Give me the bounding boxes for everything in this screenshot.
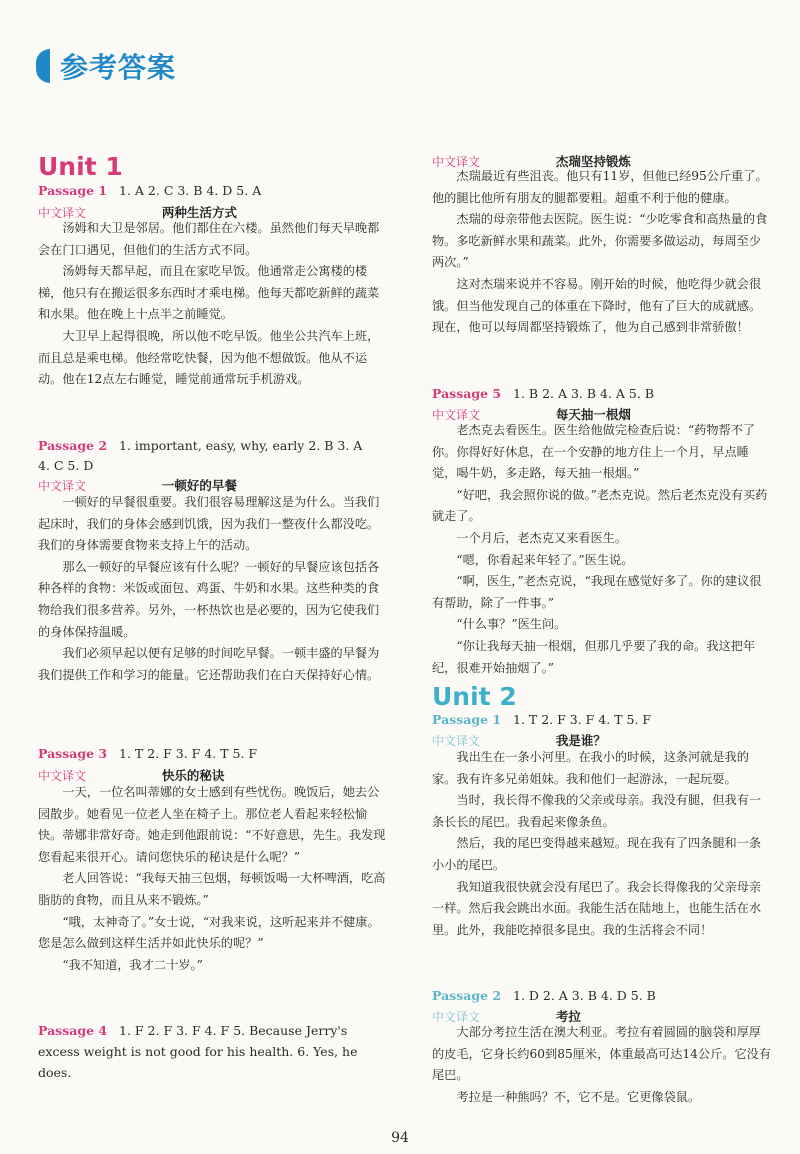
paragraph: 然后，我的尾巴变得越来越短。现在我有了四条腿和一条小小的尾巴。 bbox=[432, 836, 762, 872]
paragraph: 一天，一位名叫蒂娜的女士感到有些忧伤。晚饭后，她去公园散步。她看见一位老人坐在椅子上。那位老人看起来轻松愉快。蒂娜非常好奇。她走到他跟前说：“不好意思，先生。我发现您看起来很开心。请问您快乐的秘诀是什么呢？” bbox=[38, 785, 386, 864]
passage-label: Passage 5 bbox=[432, 386, 502, 401]
translation-text bbox=[432, 420, 772, 679]
paragraph: 一个月后，老杰克又来看医生。 bbox=[456, 530, 628, 545]
paragraph: 我出生在一条小河里。在我小的时候，这条河就是我的家。我有许多兄弟姐妹。我和他们一起游泳，一起玩耍。 bbox=[432, 750, 749, 786]
translation-label: 中文译文 bbox=[432, 408, 481, 422]
paragraph: 大卫早上起得很晚，所以他不吃早饭。他坐公共汽车上班，而且总是乘电梯。他经常吃快餐，因为他不想做饭。他从不运动。他在12点左右睡觉，睡觉前通常玩手机游戏。 bbox=[38, 328, 380, 387]
paragraph: 当时，我长得不像我的父亲或母亲。我没有腿，但我有一条长长的尾巴。我看起来像条鱼。 bbox=[432, 793, 762, 829]
passage-2-answers bbox=[38, 438, 362, 453]
translation-title: 杰瑞坚持锻炼 bbox=[555, 154, 631, 169]
header-tab-marker bbox=[36, 49, 50, 83]
paragraph: 杰瑞的母亲带他去医院。医生说：“少吃零食和高热量的食物。多吃新鲜水果和蔬菜。此外，你需要多做运动，每周至少两次。” bbox=[432, 212, 768, 270]
translation-label: 中文译文 bbox=[38, 769, 87, 783]
paragraph: “好吧，我会照你说的做。”老杰克说。然后老杰克没有买药就走了。 bbox=[432, 487, 768, 524]
unit-1-heading: Unit 1 bbox=[38, 152, 123, 181]
paragraph: 老杰克去看医生。医生给他做完检查后说：“药物帮不了你。你得好好休息，在一个安静的地方住上一个月，早点睡觉，喝牛奶，多走路，每天抽一根烟。” bbox=[432, 423, 756, 481]
paragraph: 一顿好的早餐很重要。我们很容易理解这是为什么。当我们起床时，我们的身体会感到饥饿，因为我们一整夜什么都没吃。我们的身体需要食物来支持上午的活动。 bbox=[38, 495, 380, 553]
translation-label: 中文译文 bbox=[38, 479, 87, 493]
paragraph: 汤姆和大卫是邻居。他们都住在六楼。虽然他们每天早晚都会在门口遇见，但他们的生活方式不同。 bbox=[38, 221, 380, 257]
translation-text bbox=[432, 166, 772, 339]
unit2-passage-1-answers bbox=[432, 712, 651, 727]
unit-2-heading: Unit 2 bbox=[432, 682, 517, 711]
translation-title: 每天抽一根烟 bbox=[555, 407, 631, 422]
translation-text bbox=[38, 218, 388, 391]
passage-label: Passage 2 bbox=[432, 988, 502, 1003]
answer-key: 1. T 2. F 3. F 4. T 5. F bbox=[119, 746, 258, 761]
translation-title: 两种生活方式 bbox=[161, 205, 237, 220]
paragraph: 我知道我很快就会没有尾巴了。我会长得像我的父亲母亲一样。然后我会跳出水面。我能生活在陆地上，也能生活在水里。此外，我能吃掉很多昆虫。我的生活将会不同！ bbox=[432, 879, 762, 937]
paragraph: 老人回答说：“我每天抽三包烟，每顿饭喝一大杯啤酒，吃高脂肪的食物，而且从来不锻炼。” bbox=[38, 871, 386, 907]
section-header bbox=[36, 46, 176, 86]
paragraph: “什么事？”医生问。 bbox=[456, 617, 567, 632]
page-number: 94 bbox=[391, 1130, 409, 1146]
answer-key: 1. F 2. F 3. F 4. F 5. Because Jerry's excess weight is not good for his health. 6. Yes, he does. bbox=[38, 1023, 358, 1080]
unit2-passage-2-answers bbox=[432, 988, 656, 1003]
answer-key: 1. A 2. C 3. B 4. D 5. A bbox=[119, 183, 262, 198]
page-title: 参考答案 bbox=[60, 51, 177, 84]
answer-key: 1. D 2. A 3. B 4. D 5. B bbox=[513, 988, 656, 1003]
paragraph: 杰瑞最近有些沮丧。他只有11岁，但他已经95公斤重了。他的腿比他所有朋友的腿都要粗。超重不利于他的健康。 bbox=[432, 169, 768, 205]
passage-label: Passage 1 bbox=[432, 712, 502, 727]
paragraph: 那么一顿好的早餐应该有什么呢？一顿好的早餐应该包括各种各样的食物：米饭或面包、鸡蛋、牛奶和水果。这些种类的食物给我们很多营养。另外，一杯热饮也是必要的，因为它使我们的身体保持温暖。 bbox=[38, 559, 380, 639]
paragraph: 我们必须早起以便有足够的时间吃早餐。一顿丰盛的早餐为我们提供工作和学习的能量。它还帮助我们在白天保持好心情。 bbox=[38, 646, 380, 682]
paragraph: 考拉是一种熊吗？不，它不是。它更像袋鼠。 bbox=[456, 1089, 701, 1104]
translation-title: 一顿好的早餐 bbox=[161, 478, 237, 493]
translation-text bbox=[432, 747, 772, 941]
translation-label: 中文译文 bbox=[432, 734, 481, 748]
translation-text bbox=[38, 782, 388, 976]
passage-3-answers bbox=[38, 746, 257, 761]
paragraph: 大部分考拉生活在澳大利亚。考拉有着圆圆的脑袋和厚厚的皮毛，它身长约60到85厘米，体重最高可达14公斤。它没有尾巴。 bbox=[432, 1025, 772, 1083]
passage-label: Passage 2 bbox=[38, 438, 108, 453]
translation-title: 考拉 bbox=[555, 1009, 581, 1024]
answer-key: 1. T 2. F 3. F 4. T 5. F bbox=[513, 712, 652, 727]
passage-label: Passage 3 bbox=[38, 746, 108, 761]
passage-5-answers bbox=[432, 386, 654, 401]
answer-key: 1. important, easy, why, early 2. B 3. A bbox=[119, 438, 363, 453]
translation-text bbox=[432, 1022, 772, 1108]
paragraph: “嗯，你看起来年轻了。”医生说。 bbox=[456, 552, 634, 567]
passage-label: Passage 4 bbox=[38, 1023, 108, 1038]
paragraph: “我不知道，我才二十岁。” bbox=[62, 957, 203, 972]
translation-title: 我是谁？ bbox=[555, 733, 606, 748]
translation-label: 中文译文 bbox=[38, 206, 87, 220]
passage-1-answers bbox=[38, 183, 261, 198]
paragraph: 汤姆每天都早起，而且在家吃早饭。他通常走公寓楼的楼梯，他只有在搬运很多东西时才乘电梯。他每天都吃新鲜的蔬菜和水果。他在晚上十点半之前睡觉。 bbox=[38, 264, 380, 322]
paragraph: “你让我每天抽一根烟，但那几乎要了我的命。我这把年纪，很难开始抽烟了。” bbox=[432, 638, 756, 675]
passage-4-answers bbox=[38, 1020, 388, 1083]
translation-label: 中文译文 bbox=[432, 1010, 481, 1024]
answer-key: 1. B 2. A 3. B 4. A 5. B bbox=[513, 386, 655, 401]
passage-2-answers-cont bbox=[38, 458, 93, 473]
paragraph: “啊，医生，”老杰克说，“我现在感觉好多了。你的建议很有帮助，除了一件事。” bbox=[432, 574, 762, 610]
passage-label: Passage 1 bbox=[38, 183, 108, 198]
translation-text bbox=[38, 492, 388, 686]
translation-title: 快乐的秘诀 bbox=[161, 768, 225, 783]
paragraph: 这对杰瑞来说并不容易。刚开始的时候，他吃得少就会很饿。但当他发现自己的体重在下降时，他有了巨大的成就感。现在，他可以每周都坚持锻炼了，他为自己感到非常骄傲！ bbox=[432, 276, 762, 335]
paragraph: “哦，太神奇了。”女士说，“对我来说，这听起来并不健康。您是怎么做到这样生活并如此快乐的呢？” bbox=[38, 914, 380, 951]
translation-label: 中文译文 bbox=[432, 155, 481, 169]
answer-key: 4. C 5. D bbox=[38, 458, 94, 473]
